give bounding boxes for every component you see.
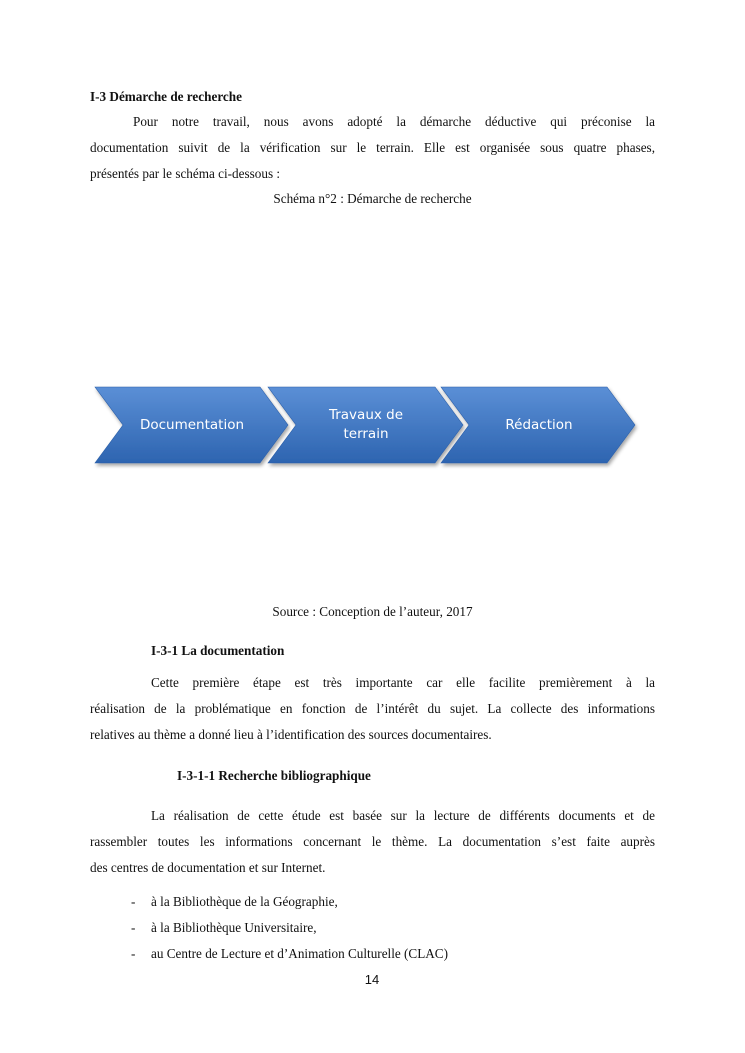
step-2-label-line-1: Travaux de bbox=[328, 407, 404, 423]
step-1-label: Documentation bbox=[139, 417, 245, 433]
subsection-para-line-2: réalisation de la problématique en fonction de l’intérêt du sujet. La collecte des informations bbox=[90, 701, 655, 716]
list-item: à la Bibliothèque Universitaire, bbox=[151, 920, 317, 935]
subsubsection-heading: I-3-1-1 Recherche bibliographique bbox=[177, 768, 371, 783]
process-chevrons bbox=[90, 380, 640, 472]
subsubsection-para-line-3: des centres de documentation et sur Internet. bbox=[90, 860, 326, 875]
section-para-line-3: présentés par le schéma ci-dessous : bbox=[90, 166, 281, 181]
list-item: au Centre de Lecture et d’Animation Culturelle (CLAC) bbox=[151, 946, 448, 961]
subsection-para-line-1: Cette première étape est très importante car elle facilite premièrement à la bbox=[151, 675, 655, 690]
process-diagram bbox=[90, 380, 640, 472]
list-bullet: - bbox=[131, 920, 136, 935]
subsection-para-line-3: relatives au thème a donné lieu à l’identification des sources documentaires. bbox=[90, 727, 492, 742]
subsubsection-para-line-2: rassembler toutes les informations concernant le thème. La documentation s’est faite auprès bbox=[90, 834, 655, 849]
page-number: 14 bbox=[364, 972, 380, 987]
list-bullet: - bbox=[131, 894, 136, 909]
section-heading: I-3 Démarche de recherche bbox=[90, 89, 242, 104]
subsubsection-para-line-1: La réalisation de cette étude est basée sur la lecture de différents documents et de bbox=[151, 808, 655, 823]
subsection-heading: I-3-1 La documentation bbox=[151, 643, 285, 658]
list-bullet: - bbox=[131, 946, 136, 961]
section-para-line-2: documentation suivit de la vérification sur le terrain. Elle est organisée sous quatre phases, bbox=[90, 140, 655, 155]
figure-source: Source : Conception de l’auteur, 2017 bbox=[272, 604, 473, 619]
section-para-line-1: Pour notre travail, nous avons adopté la démarche déductive qui préconise la bbox=[133, 114, 655, 129]
step-2-label-line-2: terrain bbox=[343, 426, 389, 442]
step-3-label: Rédaction bbox=[505, 417, 573, 433]
chevron-travaux-de-terrain bbox=[268, 387, 463, 463]
figure-caption: Schéma n°2 : Démarche de recherche bbox=[273, 191, 472, 206]
list-item: à la Bibliothèque de la Géographie, bbox=[151, 894, 338, 909]
